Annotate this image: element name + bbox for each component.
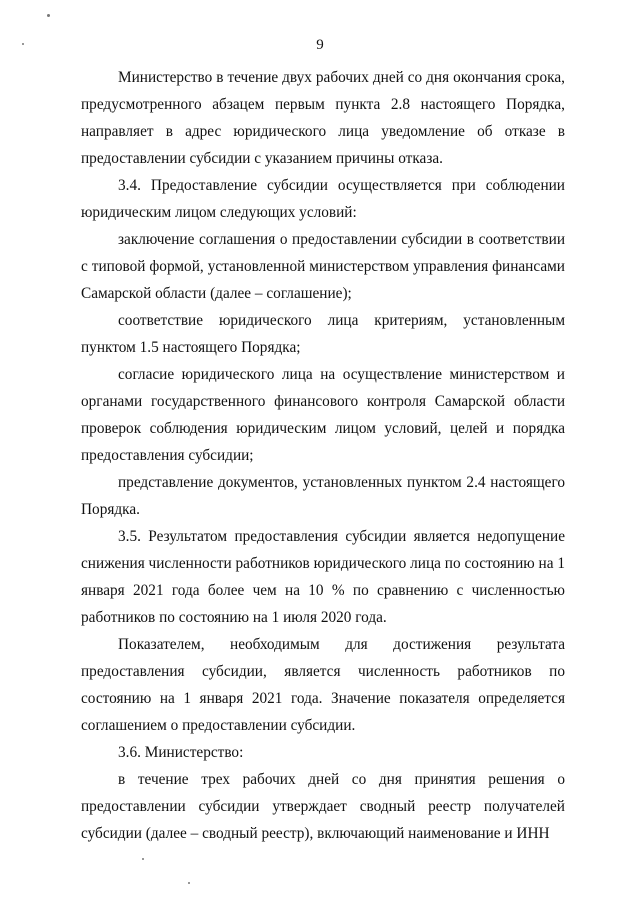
paragraph: в течение трех рабочих дней со дня принятия решения о предоставлении субсидии утверждает сводный реестр получателей субсидии (далее – сводный реестр), включающий наименование и ИНН <box>81 771 565 842</box>
paragraph: согласие юридического лица на осуществление министерством и органами государственного финансового контроля Самарской области проверок соблюдения юридическим лицом условий, целей и порядка предоставления субсидии; <box>81 366 565 464</box>
scan-speck <box>142 858 144 860</box>
paragraph: 3.6. Министерство: <box>118 744 244 761</box>
paragraph: соответствие юридического лица критериям, установленным пунктом 1.5 настоящего Порядка; <box>81 312 565 356</box>
page-number: 9 <box>316 37 324 53</box>
paragraph: Министерство в течение двух рабочих дней со дня окончания срока, предусмотренного абзацем первым пункта 2.8 настоящего Порядка, направляет в адрес юридического лица уведомление об отказе в предоставлении субсидии с указанием причины отказа. <box>81 69 565 167</box>
scan-speck <box>188 882 190 884</box>
paragraph: Показателем, необходимым для достижения результата предоставления субсидии, является численность работников по состоянию на 1 января 2021 года. Значение показателя определяется соглашением о предоставлении субсидии. <box>81 636 565 734</box>
scan-speck <box>47 14 50 17</box>
paragraph: представление документов, установленных пунктом 2.4 настоящего Порядка. <box>81 474 565 518</box>
paragraph: заключение соглашения о предоставлении субсидии в соответствии с типовой формой, установленной министерством управления финансами Самарской области (далее – соглашение); <box>81 231 565 302</box>
document-body <box>81 64 565 847</box>
paragraph: 3.5. Результатом предоставления субсидии является недопущение снижения численности работников юридического лица по состоянию на 1 января 2021 года более чем на 10 % по сравнению с численностью работников по состоянию на 1 июля 2020 года. <box>81 528 565 626</box>
paragraph: 3.4. Предоставление субсидии осуществляется при соблюдении юридическим лицом следующих условий: <box>81 177 565 221</box>
